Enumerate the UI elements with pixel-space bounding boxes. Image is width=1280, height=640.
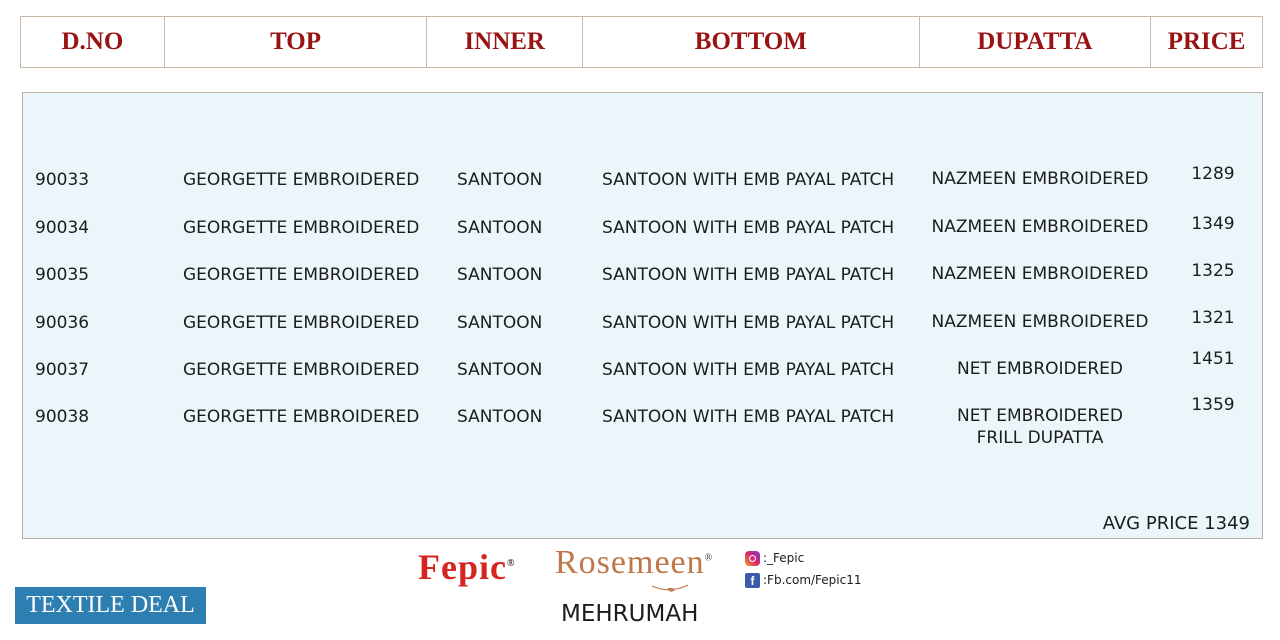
cell-bottom: SANTOON WITH EMB PAYAL PATCH bbox=[602, 218, 895, 238]
header-price: PRICE bbox=[1167, 28, 1246, 55]
facebook-icon: f bbox=[745, 573, 760, 588]
cell-bottom: SANTOON WITH EMB PAYAL PATCH bbox=[602, 170, 895, 190]
cell-dupatta bbox=[920, 263, 1160, 285]
cell-top: GEORGETTE EMBROIDERED bbox=[183, 313, 420, 333]
cell-price: 1325 bbox=[1191, 261, 1235, 281]
cell-inner: SANTOON bbox=[457, 170, 543, 190]
cell-price: 1349 bbox=[1191, 214, 1235, 234]
cell-dupatta-line2: FRILL DUPATTA bbox=[976, 428, 1104, 448]
cell-bottom: SANTOON WITH EMB PAYAL PATCH bbox=[602, 360, 895, 380]
cell-price: 1451 bbox=[1191, 349, 1235, 369]
cell-inner: SANTOON bbox=[457, 313, 543, 333]
collection-name: MEHRUMAH bbox=[561, 601, 699, 627]
table-row bbox=[23, 214, 1262, 242]
cell-dupatta-line1: NET EMBROIDERED bbox=[957, 406, 1123, 426]
cell-top: GEORGETTE EMBROIDERED bbox=[183, 407, 420, 427]
cell-dupatta-line1: NET EMBROIDERED bbox=[957, 359, 1123, 379]
cell-dno: 90034 bbox=[35, 218, 90, 238]
cell-dupatta-line1: NAZMEEN EMBROIDERED bbox=[931, 217, 1149, 237]
header-inner: INNER bbox=[427, 17, 583, 67]
cell-dupatta-line1: NAZMEEN EMBROIDERED bbox=[931, 169, 1149, 189]
facebook-handle[interactable] bbox=[745, 569, 862, 591]
price-list-panel bbox=[22, 92, 1263, 539]
cell-inner: SANTOON bbox=[457, 218, 543, 238]
cell-bottom: SANTOON WITH EMB PAYAL PATCH bbox=[602, 407, 895, 427]
header-bottom: BOTTOM bbox=[583, 17, 919, 67]
cell-dupatta bbox=[920, 168, 1160, 190]
cell-price: 1289 bbox=[1191, 164, 1235, 184]
cell-top: GEORGETTE EMBROIDERED bbox=[183, 170, 420, 190]
cell-dupatta bbox=[920, 216, 1160, 238]
cell-top: GEORGETTE EMBROIDERED bbox=[183, 265, 420, 285]
cell-dno: 90035 bbox=[35, 265, 90, 285]
cell-bottom: SANTOON WITH EMB PAYAL PATCH bbox=[602, 313, 895, 333]
table-row bbox=[23, 164, 1262, 194]
cell-dupatta bbox=[920, 358, 1160, 380]
fepic-logo-text: Fepic bbox=[418, 547, 507, 587]
cell-bottom: SANTOON WITH EMB PAYAL PATCH bbox=[602, 265, 895, 285]
cell-dno: 90037 bbox=[35, 360, 90, 380]
table-row bbox=[23, 349, 1262, 384]
fepic-logo bbox=[418, 546, 515, 588]
cell-inner: SANTOON bbox=[457, 407, 543, 427]
social-links bbox=[745, 547, 862, 591]
textile-deal-badge: TEXTILE DEAL bbox=[15, 587, 206, 624]
instagram-handle-text: :_Fepic bbox=[763, 551, 805, 565]
facebook-handle-text: :Fb.com/Fepic11 bbox=[763, 573, 862, 587]
fepic-trademark: ® bbox=[506, 558, 516, 569]
cell-top: GEORGETTE EMBROIDERED bbox=[183, 360, 420, 380]
cell-dno: 90036 bbox=[35, 313, 90, 333]
header-dupatta: DUPATTA bbox=[920, 17, 1152, 67]
rosemeen-logo bbox=[555, 544, 713, 582]
cell-dno: 90038 bbox=[35, 407, 90, 427]
instagram-icon bbox=[745, 551, 760, 566]
cell-dupatta bbox=[920, 311, 1160, 333]
cell-top: GEORGETTE EMBROIDERED bbox=[183, 218, 420, 238]
cell-dupatta bbox=[920, 405, 1160, 449]
cell-dupatta-line1: NAZMEEN EMBROIDERED bbox=[931, 312, 1149, 332]
rosemeen-trademark: ® bbox=[704, 552, 714, 564]
header-top: TOP bbox=[165, 17, 428, 67]
table-row bbox=[23, 261, 1262, 289]
cell-price: 1359 bbox=[1191, 395, 1235, 415]
header-dno: D.NO bbox=[21, 17, 165, 67]
rosemeen-logo-text: Rosemeen bbox=[555, 544, 705, 581]
cell-inner: SANTOON bbox=[457, 265, 543, 285]
table-row bbox=[23, 308, 1262, 337]
table-header bbox=[20, 16, 1263, 68]
swirl-ornament-icon bbox=[650, 582, 690, 594]
cell-dno: 90033 bbox=[35, 170, 90, 190]
table-row bbox=[23, 395, 1262, 448]
average-price: AVG PRICE 1349 bbox=[1102, 513, 1250, 534]
instagram-handle[interactable] bbox=[745, 547, 862, 569]
cell-price: 1321 bbox=[1191, 308, 1235, 328]
cell-inner: SANTOON bbox=[457, 360, 543, 380]
cell-dupatta-line1: NAZMEEN EMBROIDERED bbox=[931, 264, 1149, 284]
